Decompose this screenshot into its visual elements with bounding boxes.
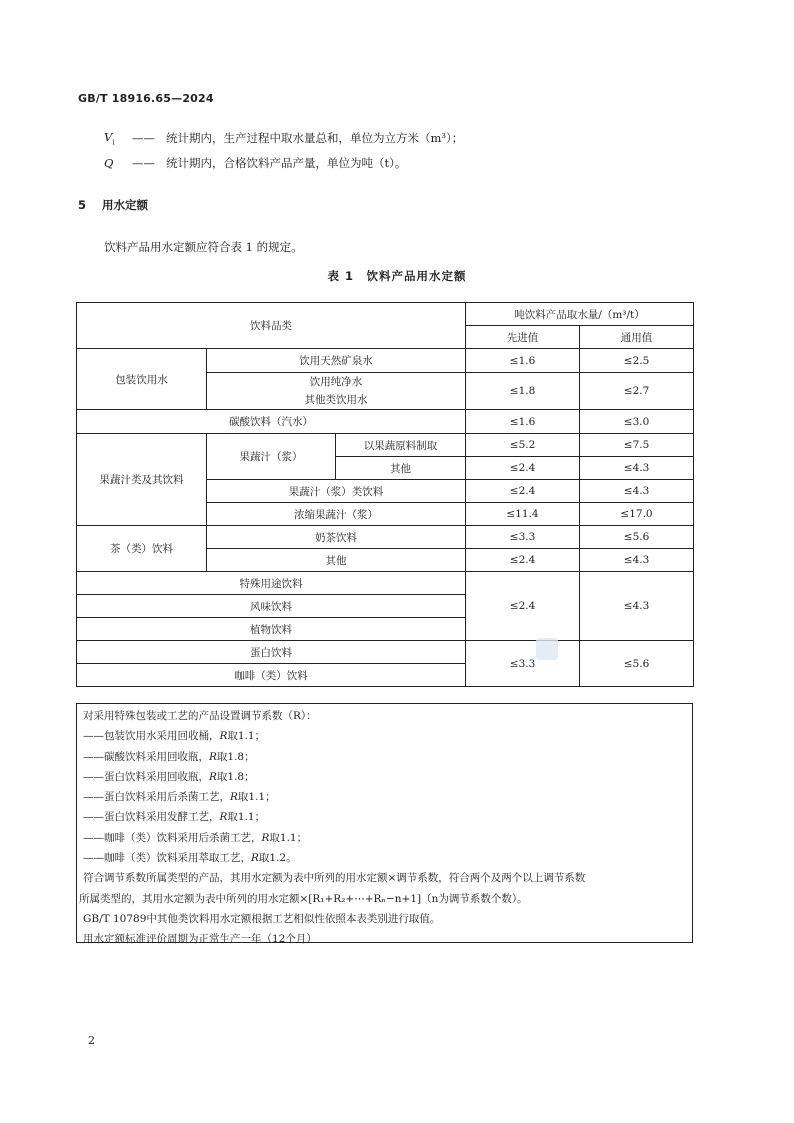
table-row bbox=[77, 434, 694, 457]
definition-symbol: Q bbox=[104, 156, 114, 170]
value-advanced: ≤5.2 bbox=[466, 434, 580, 457]
definition-vi bbox=[104, 130, 463, 146]
watermark-icon bbox=[536, 638, 558, 660]
note-item: ——碳酸饮料采用回收瓶，R取1.8； bbox=[83, 750, 255, 763]
value-general: ≤4.3 bbox=[580, 572, 694, 641]
header-quota-group: 吨饮料产品取水量/（m³/t） bbox=[466, 303, 694, 326]
page-number: 2 bbox=[88, 1034, 95, 1047]
subgroup-juice: 果蔬汁（浆） bbox=[207, 434, 336, 480]
table-notes bbox=[76, 703, 693, 946]
note-item: ——蛋白饮料采用后杀菌工艺，R取1.1； bbox=[83, 791, 276, 804]
note-item: ——咖啡（类）饮料采用后杀菌工艺，R取1.1； bbox=[83, 831, 308, 844]
value-general: ≤4.3 bbox=[580, 549, 694, 572]
header-general: 通用值 bbox=[580, 326, 694, 349]
row-plant: 植物饮料 bbox=[77, 618, 466, 641]
table-row bbox=[77, 349, 694, 373]
header-category: 饮料品类 bbox=[77, 303, 466, 349]
intro-paragraph: 饮料产品用水定额应符合表 1 的规定。 bbox=[104, 240, 303, 254]
value-general: ≤17.0 bbox=[580, 503, 694, 526]
note-combined-line2: 所属类型的，其用水定额为表中所列的用水定额×[R₁+R₂+⋯+Rₙ−n+1]（n为调节系数个数）。 bbox=[79, 892, 528, 905]
row-concentrate: 浓缩果蔬汁（浆） bbox=[207, 503, 466, 526]
note-period: 用水定额标准评价周期为正常生产一年（12个月） bbox=[83, 933, 317, 946]
row-tea-other: 其他 bbox=[207, 549, 466, 572]
row-carbonated: 碳酸饮料（汽水） bbox=[77, 410, 466, 434]
section-number: 5 bbox=[78, 198, 87, 212]
table-row bbox=[77, 526, 694, 549]
row-juice-raw: 以果蔬原料制取 bbox=[336, 434, 466, 457]
definition-symbol: $V_i$ bbox=[104, 130, 115, 147]
row-juice-other: 其他 bbox=[336, 457, 466, 480]
value-general: ≤5.6 bbox=[580, 526, 694, 549]
value-general: ≤2.7 bbox=[580, 373, 694, 410]
note-gb: GB/T 10789中其他类饮料用水定额根据工艺相似性依照本表类别进行取值。 bbox=[83, 912, 441, 925]
value-general: ≤4.3 bbox=[580, 480, 694, 503]
section-heading bbox=[78, 197, 148, 213]
value-general: ≤2.5 bbox=[580, 349, 694, 373]
value-advanced: ≤2.4 bbox=[466, 480, 580, 503]
table-row bbox=[77, 572, 694, 595]
note-combined-line1: 符合调节系数所属类型的产品，其用水定额为表中所列的用水定额×调节系数，符合两个及两个以上调节系数 bbox=[83, 872, 586, 885]
value-advanced: ≤2.4 bbox=[466, 572, 580, 641]
row-natural-mineral: 饮用天然矿泉水 bbox=[207, 349, 466, 373]
value-advanced: ≤1.8 bbox=[466, 373, 580, 410]
row-milk-tea: 奶茶饮料 bbox=[207, 526, 466, 549]
value-advanced: ≤1.6 bbox=[466, 410, 580, 434]
definition-text: 统计期内，合格饮料产品产量，单位为吨（t）。 bbox=[166, 156, 407, 170]
value-advanced: ≤1.6 bbox=[466, 349, 580, 373]
row-purified-other bbox=[207, 373, 466, 410]
note-item: ——咖啡（类）饮料采用萃取工艺，R取1.2。 bbox=[83, 852, 297, 865]
definition-dash: —— bbox=[132, 156, 155, 170]
definition-q bbox=[104, 155, 406, 171]
note-item: ——包装饮用水采用回收桶，R取1.1； bbox=[83, 730, 266, 743]
row-juice-drink: 果蔬汁（浆）类饮料 bbox=[207, 480, 466, 503]
table-row bbox=[77, 410, 694, 434]
row-other-water: 其他类饮用水 bbox=[304, 394, 368, 406]
group-tea: 茶（类）饮料 bbox=[77, 526, 207, 572]
value-general: ≤5.6 bbox=[580, 641, 694, 687]
group-packaged-water: 包装饮用水 bbox=[77, 349, 207, 410]
notes-intro: 对采用特殊包装或工艺的产品设置调节系数（R）： bbox=[83, 710, 317, 722]
table-header-row bbox=[77, 303, 694, 326]
table-row bbox=[77, 641, 694, 664]
table-caption: 表 1 饮料产品用水定额 bbox=[327, 269, 467, 283]
value-advanced: ≤3.3 bbox=[466, 526, 580, 549]
row-flavored: 风味饮料 bbox=[77, 595, 466, 618]
note-item: ——蛋白饮料采用发酵工艺，R取1.1； bbox=[83, 811, 266, 824]
value-advanced: ≤2.4 bbox=[466, 549, 580, 572]
row-protein: 蛋白饮料 bbox=[77, 641, 466, 664]
value-general: ≤3.0 bbox=[580, 410, 694, 434]
note-item: ——蛋白饮料采用回收瓶，R取1.8； bbox=[83, 770, 255, 783]
row-purified: 饮用纯净水 bbox=[309, 376, 363, 388]
value-advanced: ≤3.3 bbox=[466, 641, 580, 687]
value-advanced: ≤11.4 bbox=[466, 503, 580, 526]
section-title: 用水定额 bbox=[102, 198, 149, 212]
value-general: ≤4.3 bbox=[580, 457, 694, 480]
header-advanced: 先进值 bbox=[466, 326, 580, 349]
water-quota-table bbox=[76, 302, 694, 687]
definition-dash: —— bbox=[132, 131, 155, 146]
group-juice: 果蔬汁类及其饮料 bbox=[77, 434, 207, 526]
row-special: 特殊用途饮料 bbox=[77, 572, 466, 595]
value-advanced: ≤2.4 bbox=[466, 457, 580, 480]
definition-text: 统计期内，生产过程中取水量总和，单位为立方米（m³）； bbox=[166, 131, 464, 146]
row-coffee: 咖啡（类）饮料 bbox=[77, 664, 466, 687]
value-general: ≤7.5 bbox=[580, 434, 694, 457]
standard-number: GB/T 18916.65—2024 bbox=[78, 92, 214, 105]
